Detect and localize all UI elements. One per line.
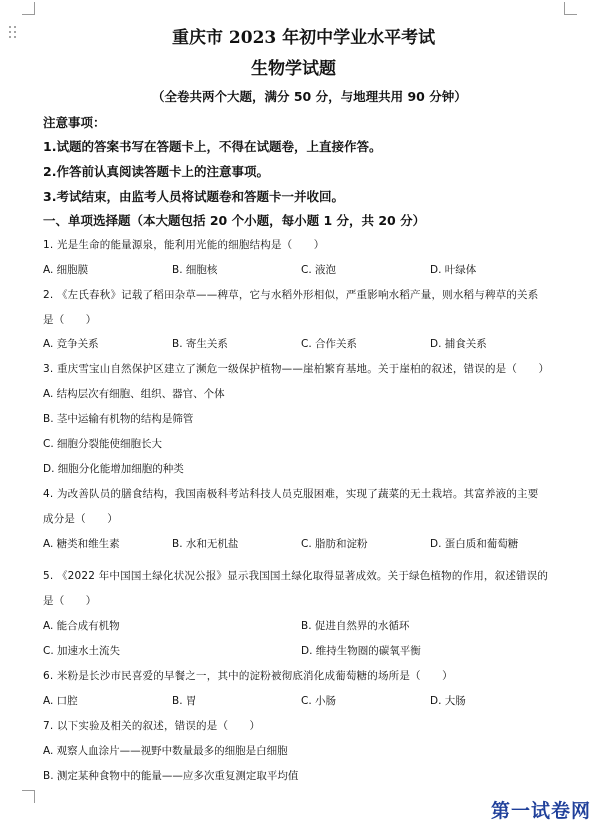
question-5-option-b: B. 促进自然界的水循环 <box>301 620 410 632</box>
question-5-option-a: A. 能合成有机物 <box>43 620 120 632</box>
question-3-option-d: D. 细胞分化能增加细胞的种类 <box>43 463 184 475</box>
question-1-option-b: B. 细胞核 <box>172 264 218 276</box>
question-5-option-d: D. 维持生物圈的碳氧平衡 <box>301 645 421 657</box>
notice-item-1: 1.试题的答案书写在答题卡上，不得在试题卷，上直接作答。 <box>43 139 382 154</box>
question-3-stem: 3. 重庆雪宝山自然保护区建立了濒危一级保护植物——崖柏繁育基地。关于崖柏的叙述，错误的是（ ） <box>43 363 550 375</box>
question-1-option-a: A. 细胞膜 <box>43 264 89 276</box>
question-6-option-b: B. 胃 <box>172 695 197 707</box>
question-4-option-d: D. 蛋白质和葡萄糖 <box>430 538 519 550</box>
question-2-option-c: C. 合作关系 <box>301 338 358 350</box>
question-4-option-b: B. 水和无机盐 <box>172 538 239 550</box>
crop-mark-top-left <box>22 2 35 15</box>
question-1-option-c: C. 液泡 <box>301 264 337 276</box>
exam-subject: 生物学试题 <box>251 59 336 79</box>
question-3-option-b: B. 茎中运输有机物的结构是筛管 <box>43 413 194 425</box>
question-4-stem-cont: 成分是（ ） <box>43 513 118 525</box>
question-3-option-a: A. 结构层次有细胞、组织、器官、个体 <box>43 388 225 400</box>
question-2-option-b: B. 寄生关系 <box>172 338 228 350</box>
question-6-option-a: A. 口腔 <box>43 695 78 707</box>
question-3-option-c: C. 细胞分裂能使细胞长大 <box>43 438 163 450</box>
question-6-option-d: D. 大肠 <box>430 695 466 707</box>
question-7-option-b: B. 测定某种食物中的能量——应多次重复测定取平均值 <box>43 770 299 782</box>
question-1-option-d: D. 叶绿体 <box>430 264 477 276</box>
question-4-stem: 4. 为改善队员的膳食结构，我国南极科考站科技人员克服困难，实现了蔬菜的无土栽培。其富养液的主要 <box>43 488 539 500</box>
question-5-option-c: C. 加速水土流失 <box>43 645 121 657</box>
question-5-stem-cont: 是（ ） <box>43 595 97 607</box>
question-7-stem: 7. 以下实验及相关的叙述，错误的是（ ） <box>43 720 261 732</box>
question-7-option-a: A. 观察人血涂片——视野中数量最多的细胞是白细胞 <box>43 745 288 757</box>
section-heading: 一、单项选择题（本大题包括 20 个小题，每小题 1 分，共 20 分） <box>43 213 426 228</box>
crop-mark-top-right <box>564 2 577 15</box>
notice-item-3: 3.考试结束，由监考人员将试题卷和答题卡一并收回。 <box>43 189 344 204</box>
notice-heading: 注意事项： <box>43 115 106 130</box>
drag-handle-icon[interactable] <box>9 26 17 40</box>
question-2-option-d: D. 捕食关系 <box>430 338 487 350</box>
exam-title: 重庆市 2023 年初中学业水平考试 <box>172 28 436 48</box>
question-2-stem: 2. 《左氏春秋》记载了稻田杂草——稗草，它与水稻外形相似，严重影响水稻产量，则水稻与稗草的关系 <box>43 289 539 301</box>
site-logo: 第一试卷网 <box>490 800 591 822</box>
question-2-option-a: A. 竞争关系 <box>43 338 99 350</box>
question-2-stem-cont: 是（ ） <box>43 314 97 326</box>
exam-subtitle: （全卷共两个大题，满分 50 分，与地理共用 90 分钟） <box>152 89 467 104</box>
question-4-option-c: C. 脂肪和淀粉 <box>301 538 368 550</box>
question-1-stem: 1. 光是生命的能量源泉，能利用光能的细胞结构是（ ） <box>43 239 325 251</box>
crop-mark-bottom-left <box>22 790 35 803</box>
notice-item-2: 2.作答前认真阅读答题卡上的注意事项。 <box>43 164 269 179</box>
question-4-option-a: A. 糖类和维生素 <box>43 538 120 550</box>
question-6-stem: 6. 米粉是长沙市民喜爱的早餐之一，其中的淀粉被彻底消化成葡萄糖的场所是（ ） <box>43 670 453 682</box>
question-5-stem: 5. 《2022 年中国国土绿化状况公报》显示我国国土绿化取得显著成效。关于绿色植物的作用，叙述错误的 <box>43 570 549 582</box>
question-6-option-c: C. 小肠 <box>301 695 337 707</box>
